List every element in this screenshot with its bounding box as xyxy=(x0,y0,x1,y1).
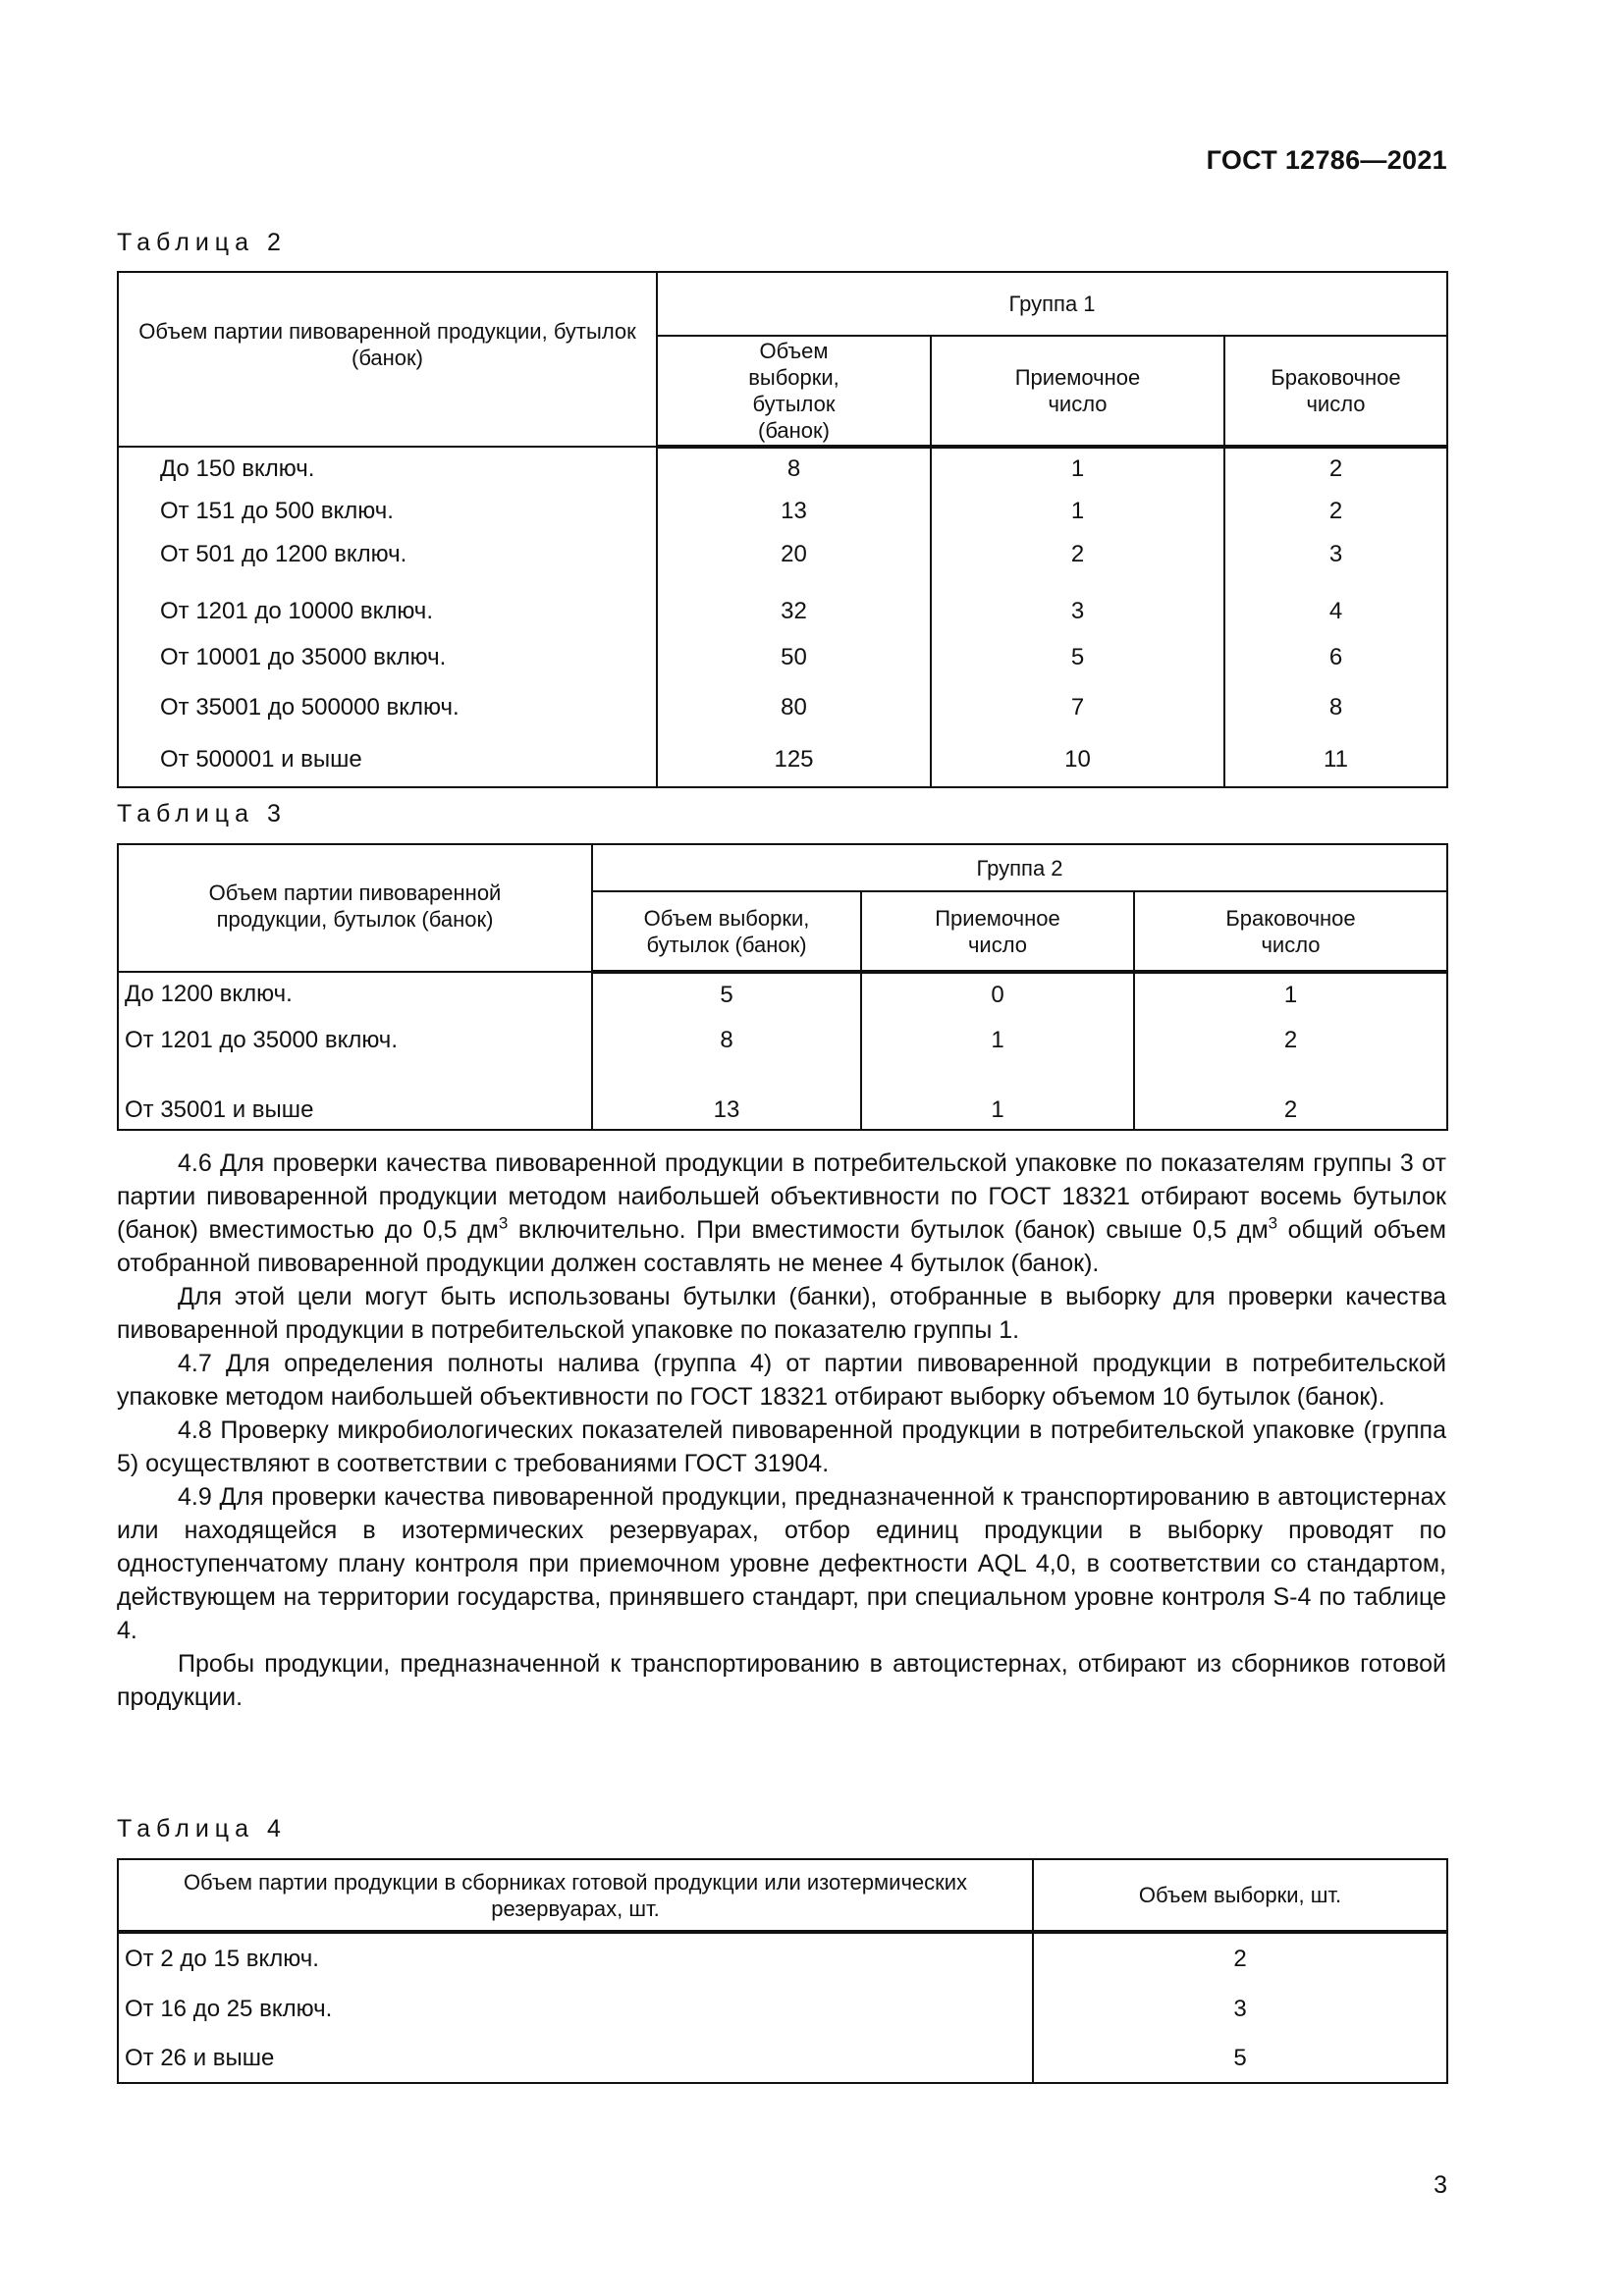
table-cell: От 10001 до 35000 включ. xyxy=(118,632,657,681)
table-row xyxy=(118,972,1447,1015)
table-cell: 1 xyxy=(861,1064,1134,1130)
table-cell: 2 xyxy=(931,532,1224,575)
table4-caption: Таблица 4 xyxy=(117,1815,287,1842)
table2-subheader-reject: Браковочное число xyxy=(1224,336,1447,447)
table3-caption: Таблица 3 xyxy=(117,800,287,828)
paragraph-4-6-cont: Для этой цели могут быть использованы бутылки (банки), отобранные в выборку для проверки качества пивоваренной продукции в потребительской упаковке по показателю группы 1. xyxy=(117,1283,1446,1344)
table-row xyxy=(118,681,1447,732)
table-cell: От 1201 до 35000 включ. xyxy=(118,1015,592,1064)
table4 xyxy=(117,1858,1448,2084)
table-cell: 125 xyxy=(657,732,931,787)
table-cell: От 500001 и выше xyxy=(118,732,657,787)
table2-col-header: Объем партии пивоваренной продукции, бутылок (банок) xyxy=(118,272,657,447)
table-cell: 2 xyxy=(1134,1064,1447,1130)
table-row xyxy=(118,575,1447,632)
paragraph-4-6: 4.6 Для проверки качества пивоваренной продукции в потребительской упаковке по показателям группы 3 от партии пивоваренной продукции методом наибольшей объективности по ГОСТ 18321 отбирают восемь бутылок (банок) вместимостью до 0,5 $дм^3$ включительно. При вместимости бутылок (банок) свыше 0,5 $дм^3$ общий объем отобранной пивоваренной продукции должен составлять не менее 4 бутылок (банок). xyxy=(117,1149,1446,1277)
table2 xyxy=(117,271,1448,788)
paragraph-4-9-cont: Пробы продукции, предназначенной к транспортированию в автоцистернах, отбирают из сборников готовой продукции. xyxy=(117,1650,1446,1711)
table-cell: 8 xyxy=(1224,681,1447,732)
table3-subheader-accept: Приемочное число xyxy=(861,891,1134,972)
table-cell: 1 xyxy=(861,1015,1134,1064)
standard-code: ГОСТ 12786—2021 xyxy=(1206,145,1447,175)
table-cell: 8 xyxy=(592,1015,861,1064)
table-cell: От 151 до 500 включ. xyxy=(118,489,657,532)
table-cell: 2 xyxy=(1224,489,1447,532)
table-cell: 10 xyxy=(931,732,1224,787)
table-cell: 20 xyxy=(657,532,931,575)
table-row xyxy=(118,1064,1447,1130)
table-row xyxy=(118,1983,1447,2034)
table-row xyxy=(118,1015,1447,1064)
table-cell: 5 xyxy=(592,972,861,1015)
table-cell: 13 xyxy=(592,1064,861,1130)
table-row xyxy=(118,447,1447,489)
table-cell: 5 xyxy=(931,632,1224,681)
table-cell: 3 xyxy=(931,575,1224,632)
table-cell: 3 xyxy=(1224,532,1447,575)
table-cell: 2 xyxy=(1134,1015,1447,1064)
table-cell: От 35001 и выше xyxy=(118,1064,592,1130)
table-row xyxy=(118,732,1447,787)
table-cell: 1 xyxy=(1134,972,1447,1015)
table-cell: 3 xyxy=(1033,1983,1447,2034)
paragraph-4-8: 4.8 Проверку микробиологических показателей пивоваренной продукции в потребительской упаковке (группа 5) осуществляют в соответствии с требованиями ГОСТ 31904. xyxy=(117,1416,1446,1477)
table2-caption: Таблица 2 xyxy=(117,229,287,256)
table-row xyxy=(118,1932,1447,1983)
table-cell: 32 xyxy=(657,575,931,632)
table-cell: От 35001 до 500000 включ. xyxy=(118,681,657,732)
table3-col-header: Объем партии пивоваренной продукции, бутылок (банок) xyxy=(118,844,592,972)
table-cell: От 26 и выше xyxy=(118,2034,1033,2083)
table-row xyxy=(118,2034,1447,2083)
table-cell: От 2 до 15 включ. xyxy=(118,1932,1033,1983)
table-row xyxy=(118,489,1447,532)
table-cell: 6 xyxy=(1224,632,1447,681)
table-row xyxy=(118,632,1447,681)
table-cell: 1 xyxy=(931,447,1224,489)
table-cell: 1 xyxy=(931,489,1224,532)
paragraph-4-9: 4.9 Для проверки качества пивоваренной продукции, предназначенной к транспортированию в автоцистернах или находящейся в изотермических резервуарах, отбор единиц продукции в выборку проводят по одноступенчатому плану контроля при приемочном уровне дефектности AQL 4,0, в соответствии со стандартом, действующем на территории государства, принявшего стандарт, при специальном уровне контроля S-4 по таблице 4. xyxy=(117,1483,1446,1644)
table-cell: 8 xyxy=(657,447,931,489)
table2-subheader-accept: Приемочное число xyxy=(931,336,1224,447)
page-number: 3 xyxy=(1434,2171,1447,2199)
table-cell: 5 xyxy=(1033,2034,1447,2083)
table-cell: До 150 включ. xyxy=(118,447,657,489)
body-text xyxy=(117,1147,1446,1714)
table4-col-header2: Объем выборки, шт. xyxy=(1033,1859,1447,1932)
table4-col-header: Объем партии продукции в сборниках готовой продукции или изотермических резервуарах, шт. xyxy=(118,1859,1033,1932)
table-cell: От 16 до 25 включ. xyxy=(118,1983,1033,2034)
table-cell: 50 xyxy=(657,632,931,681)
table-cell: До 1200 включ. xyxy=(118,972,592,1015)
table-cell: 7 xyxy=(931,681,1224,732)
table3 xyxy=(117,843,1448,1131)
table-cell: 4 xyxy=(1224,575,1447,632)
table-cell: 2 xyxy=(1033,1932,1447,1983)
table-cell: От 501 до 1200 включ. xyxy=(118,532,657,575)
table-cell: 13 xyxy=(657,489,931,532)
table-cell: 2 xyxy=(1224,447,1447,489)
table3-subheader-reject: Браковочное число xyxy=(1134,891,1447,972)
table-cell: 80 xyxy=(657,681,931,732)
table3-subheader-sample: Объем выборки, бутылок (банок) xyxy=(592,891,861,972)
table2-subheader-sample: Объем выборки, бутылок (банок) xyxy=(657,336,931,447)
paragraph-4-7: 4.7 Для определения полноты налива (группа 4) от партии пивоваренной продукции в потребительской упаковке методом наибольшей объективности по ГОСТ 18321 отбирают выборку объемом 10 бутылок (банок). xyxy=(117,1350,1446,1411)
table2-group-header: Группа 1 xyxy=(657,272,1447,336)
table-cell: 11 xyxy=(1224,732,1447,787)
table-cell: От 1201 до 10000 включ. xyxy=(118,575,657,632)
table3-group-header: Группа 2 xyxy=(592,844,1447,891)
table-cell: 0 xyxy=(861,972,1134,1015)
table-row xyxy=(118,532,1447,575)
